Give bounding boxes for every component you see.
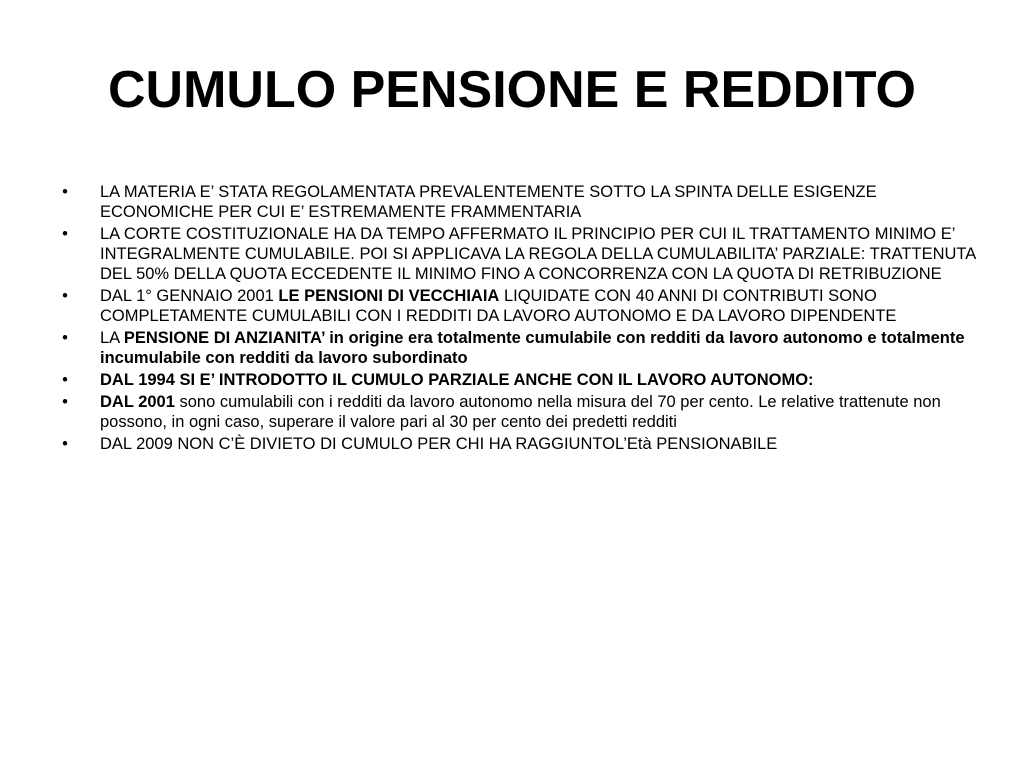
bullet-item [58, 328, 978, 368]
bullet-icon: • [62, 225, 68, 243]
bullet-item [58, 370, 978, 390]
bullet-list [58, 182, 978, 456]
bullet-item [58, 286, 978, 326]
bullet-text: DAL 1° GENNAIO 2001 [100, 287, 279, 305]
bullet-text: LA [100, 329, 124, 347]
bullet-icon: • [62, 393, 68, 411]
bullet-item [58, 434, 978, 454]
bullet-icon: • [62, 435, 68, 453]
bullet-text: LA CORTE COSTITUZIONALE HA DA TEMPO AFFERMATO IL PRINCIPIO PER CUI IL TRATTAMENTO MINIMO E’ INTEGRALMENTE CUMULABILE. POI SI APPLICAVA LA REGOLA DELLA CUMULABILITA’ PARZIALE: TRATTENUTA DEL 50% DELLA QUOTA ECCEDENTE IL MINIMO FINO A CONCORRENZA CON LA QUOTA DI RETRIBUZIONE [100, 225, 976, 283]
bullet-text: LIQUIDATE CON 40 ANNI DI CONTRIBUTI SONO COMPLETAMENTE CUMULABILI CON I REDDITI DA LAVORO AUTONOMO E DA LAVORO DIPENDENTE [100, 287, 897, 325]
bullet-icon: • [62, 287, 68, 305]
bullet-text: LA MATERIA E’ STATA REGOLAMENTATA PREVALENTEMENTE SOTTO LA SPINTA DELLE ESIGENZE ECONOMICHE PER CUI E’ ESTREMAMENTE FRAMMENTARIA [100, 183, 877, 221]
bullet-icon: • [62, 329, 68, 347]
bullet-text-bold: DAL 2001 [100, 393, 175, 411]
bullet-text-bold: LE PENSIONI DI VECCHIAIA [278, 287, 500, 305]
bullet-item [58, 224, 978, 284]
bullet-item [58, 182, 978, 222]
bullet-item [58, 392, 978, 432]
bullet-text: DAL 2009 NON C’È DIVIETO DI CUMULO PER CHI HA RAGGIUNTOL’Età PENSIONABILE [100, 435, 778, 453]
bullet-text-bold: PENSIONE DI ANZIANITA’ in origine era totalmente cumulabile con redditi da lavoro autonomo e totalmente incumulabile con redditi da lavoro subordinato [100, 329, 965, 367]
bullet-icon: • [62, 183, 68, 201]
bullet-text-bold: DAL 1994 SI E’ INTRODOTTO IL CUMULO PARZIALE ANCHE CON IL LAVORO AUTONOMO: [100, 371, 814, 389]
slide-title: CUMULO PENSIONE E REDDITO [107, 61, 916, 119]
bullet-text: sono cumulabili con i redditi da lavoro autonomo nella misura del 70 per cento. Le relative trattenute non possono, in ogni caso, superare il valore pari al 30 per cento dei predetti redditi [100, 393, 941, 431]
bullet-icon: • [62, 371, 68, 389]
